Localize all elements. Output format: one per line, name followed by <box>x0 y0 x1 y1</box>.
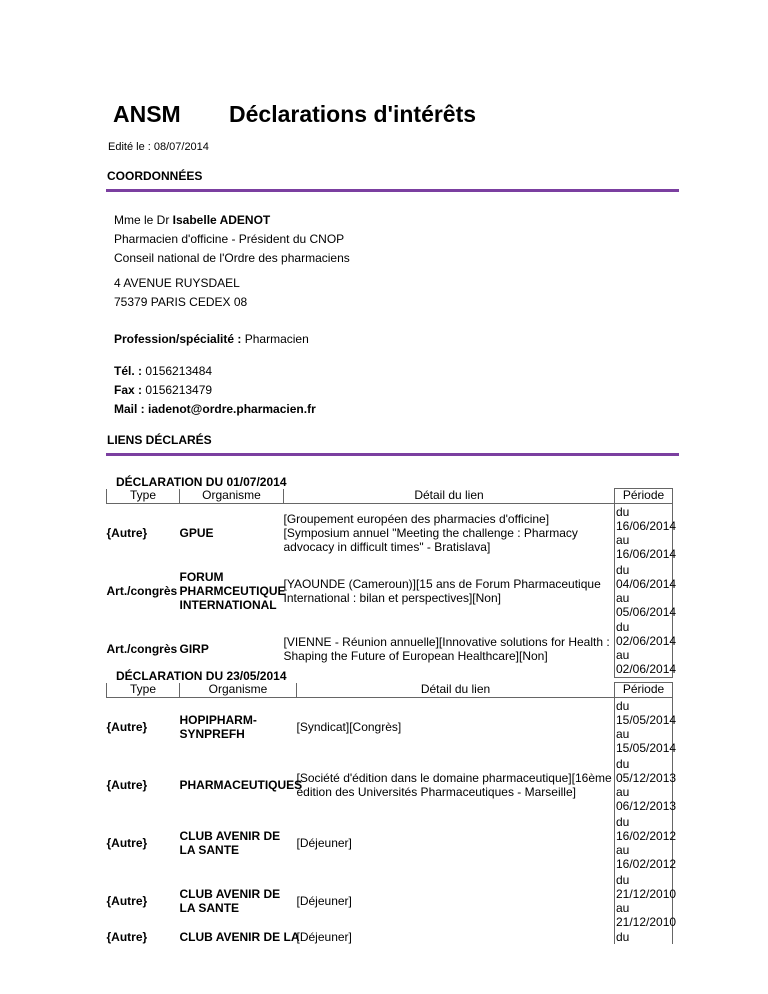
row-detail: [Déjeuner] <box>296 929 352 944</box>
person-organization: Conseil national de l'Ordre des pharmaciens <box>114 251 350 265</box>
row-type: Art./congrès <box>106 641 178 656</box>
address-line-1: 4 AVENUE RUYSDAEL <box>114 276 240 290</box>
section-divider <box>106 189 679 192</box>
fax <box>114 383 212 397</box>
profession-value: Pharmacien <box>244 332 309 346</box>
row-detail: [Société d'édition dans le domaine pharmaceutique][16ème édition des Universités Pharmaceutiques - Marseille] <box>296 770 612 799</box>
row-type: Art./congrès <box>106 583 178 598</box>
row-org: CLUB AVENIR DE LA SANTE <box>179 886 281 915</box>
person-fullname: Isabelle ADENOT <box>172 213 271 227</box>
table-row <box>107 504 673 562</box>
phone-value: 0156213484 <box>145 364 213 378</box>
col-period: Période <box>615 489 673 504</box>
section-liens: LIENS DÉCLARÉS <box>107 433 212 447</box>
row-org: CLUB AVENIR DE LA SANTE <box>179 828 281 857</box>
row-org: HOPIPHARM-SYNPREFH <box>179 712 257 741</box>
row-type: {Autre} <box>106 777 148 792</box>
col-detail: Détail du lien <box>284 489 615 504</box>
fax-value: 0156213479 <box>145 383 213 397</box>
col-detail: Détail du lien <box>297 683 615 698</box>
phone <box>114 364 212 378</box>
person-role: Pharmacien d'officine - Président du CNOP <box>114 232 345 246</box>
row-type: {Autre} <box>106 835 148 850</box>
row-type: {Autre} <box>106 893 148 908</box>
table-row <box>107 562 673 620</box>
profession <box>114 332 309 346</box>
row-type: {Autre} <box>106 719 148 734</box>
row-detail: [Groupement européen des pharmacies d'officine][Symposium annuel "Meeting the challenge : Pharmacy advocacy in difficult times" - Bratislava] <box>283 511 578 554</box>
table-row <box>107 756 673 814</box>
row-org: GIRP <box>179 641 209 656</box>
row-period: du 16/02/2012 au 16/02/2012 <box>616 814 677 871</box>
row-org: GPUE <box>179 525 214 540</box>
declaration-title: DÉCLARATION DU 23/05/2014 <box>116 669 287 683</box>
row-org: FORUM PHARMCEUTIQUE INTERNATIONAL <box>179 569 286 612</box>
row-period: du 05/12/2013 au 06/12/2013 <box>616 756 677 813</box>
row-detail: [YAOUNDE (Cameroun)][15 ans de Forum Pharmaceutique International : bilan et perspectives][Non] <box>283 576 601 605</box>
row-period: du 21/12/2010 au 21/12/2010 <box>616 872 677 929</box>
declaration-title: DÉCLARATION DU 01/07/2014 <box>116 475 287 489</box>
address-line-2: 75379 PARIS CEDEX 08 <box>114 295 248 309</box>
fax-label: Fax : <box>114 383 146 397</box>
agency-name: ANSM <box>113 101 181 127</box>
row-detail: [Syndicat][Congrès] <box>296 719 402 734</box>
row-period: du 16/06/2014 au 16/06/2014 <box>616 504 677 561</box>
phone-label: Tél. : <box>114 364 146 378</box>
section-coordonnees: COORDONNÉES <box>107 169 203 183</box>
col-org: Organisme <box>180 683 297 698</box>
page-title: Déclarations d'intérêts <box>229 101 477 127</box>
row-org: PHARMACEUTIQUES <box>179 777 303 792</box>
table-row <box>107 930 673 944</box>
table-row <box>107 814 673 872</box>
row-detail: [Déjeuner] <box>296 835 352 850</box>
row-detail: [VIENNE - Réunion annuelle][Innovative solutions for Health : Shaping the Future of European Healthcare][Non] <box>283 634 610 663</box>
declaration-table <box>106 681 677 944</box>
table-row <box>107 872 673 930</box>
row-period: du <box>615 930 673 944</box>
row-period: du 15/05/2014 au 15/05/2014 <box>616 698 677 755</box>
col-type: Type <box>107 489 180 504</box>
col-period: Période <box>615 683 673 698</box>
table-row <box>107 698 673 756</box>
edit-date: Edité le : 08/07/2014 <box>108 141 209 153</box>
row-org: CLUB AVENIR DE LA <box>179 929 300 944</box>
row-period: du 02/06/2014 au 02/06/2014 <box>616 620 677 677</box>
profession-label: Profession/spécialité : <box>114 332 245 346</box>
row-type: {Autre} <box>106 929 148 944</box>
col-org: Organisme <box>180 489 284 504</box>
row-detail: [Déjeuner] <box>296 893 352 908</box>
row-type: {Autre} <box>106 525 148 540</box>
section-divider <box>106 453 679 456</box>
person-name <box>114 213 270 227</box>
declaration-table <box>106 487 677 678</box>
person-prefix: Mme le Dr <box>114 213 173 227</box>
col-type: Type <box>107 683 180 698</box>
row-period: du 04/06/2014 au 05/06/2014 <box>616 562 677 619</box>
email: Mail : iadenot@ordre.pharmacien.fr <box>114 402 316 416</box>
